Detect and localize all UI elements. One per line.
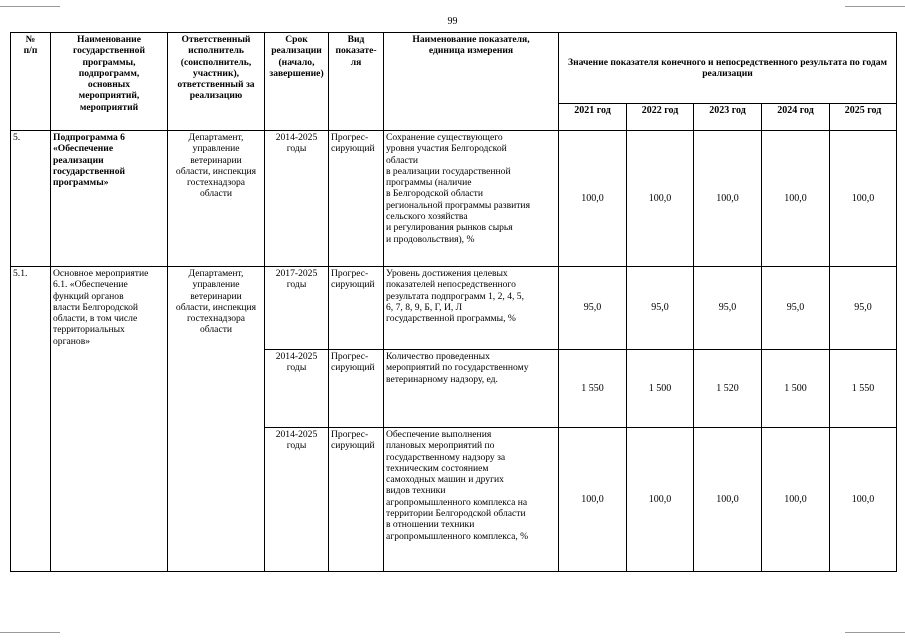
- row-period: 2014-2025 годы: [265, 131, 329, 267]
- value-2022: 100,0: [627, 131, 694, 267]
- scan-edge-line: [0, 6, 60, 7]
- scan-edge-line: [0, 632, 60, 633]
- row-num: 5.1.: [11, 267, 51, 572]
- value-2021: 95,0: [559, 267, 627, 350]
- value-2023: 1 520: [694, 350, 762, 428]
- value-2023: 95,0: [694, 267, 762, 350]
- table-row-subprogram: [11, 131, 897, 267]
- row-indicator-type: Прогрес- сирующий: [329, 131, 384, 267]
- row-num: 5.: [11, 131, 51, 267]
- header-year-2022: 2022 год: [627, 104, 694, 131]
- header-indicator-name: Наименование показателя, единица измерения: [384, 33, 559, 131]
- value-2021: 1 550: [559, 350, 627, 428]
- header-year-2023: 2023 год: [694, 104, 762, 131]
- row-indicator-type: Прогрес- сирующий: [329, 267, 384, 350]
- value-2024: 100,0: [762, 428, 830, 572]
- table-header-row: [11, 33, 897, 104]
- row-responsible: Департамент, управление ветеринарии области, инспекция гостехнадзора области: [168, 131, 265, 267]
- value-2022: 1 500: [627, 350, 694, 428]
- value-2022: 95,0: [627, 267, 694, 350]
- value-2025: 1 550: [830, 350, 897, 428]
- row-indicator-type: Прогрес- сирующий: [329, 428, 384, 572]
- header-values-group: Значение показателя конечного и непосредственного результата по годам реализации: [559, 33, 897, 104]
- indicators-table: [10, 32, 897, 572]
- header-year-2024: 2024 год: [762, 104, 830, 131]
- value-2023: 100,0: [694, 131, 762, 267]
- header-period: Срок реализации (начало, завершение): [265, 33, 329, 131]
- header-year-2021: 2021 год: [559, 104, 627, 131]
- row-period: 2017-2025 годы: [265, 267, 329, 350]
- value-2025: 95,0: [830, 267, 897, 350]
- row-responsible: Департамент, управление ветеринарии области, инспекция гостехнадзора области: [168, 267, 265, 572]
- header-program-name: Наименование государственной программы, подпрограмм, основных мероприятий, мероприятий: [51, 33, 168, 131]
- row-indicator-name: Сохранение существующего уровня участия Белгородской области в реализации государственной программы (наличие в Белгородской области региональной программы развития сельского хозяйства и регулирования рынков сырья и продовольствия), %: [384, 131, 559, 267]
- value-2025: 100,0: [830, 428, 897, 572]
- value-2022: 100,0: [627, 428, 694, 572]
- value-2025: 100,0: [830, 131, 897, 267]
- row-indicator-name: Обеспечение выполнения плановых мероприятий по государственному надзору за техническим состоянием самоходных машин и других видов техники агропромышленного комплекса на территории Белгородской области в отношении техники агропромышленного комплекса, %: [384, 428, 559, 572]
- value-2021: 100,0: [559, 131, 627, 267]
- row-indicator-name: Количество проведенных мероприятий по государственному ветеринарному надзору, ед.: [384, 350, 559, 428]
- value-2024: 95,0: [762, 267, 830, 350]
- row-indicator-name: Уровень достижения целевых показателей непосредственного результата подпрограмм 1, 2, 4, 5, 6, 7, 8, 9, Б, Г, И, Л государственной программы, %: [384, 267, 559, 350]
- header-num: № п/п: [11, 33, 51, 131]
- row-period: 2014-2025 годы: [265, 350, 329, 428]
- value-2021: 100,0: [559, 428, 627, 572]
- row-program-name: Подпрограмма 6 «Обеспечение реализации государственной программы»: [51, 131, 168, 267]
- value-2024: 100,0: [762, 131, 830, 267]
- value-2024: 1 500: [762, 350, 830, 428]
- page-number: 99: [447, 16, 458, 27]
- header-responsible: Ответственный исполнитель (соисполнитель, участник), ответственный за реализацию: [168, 33, 265, 131]
- header-year-2025: 2025 год: [830, 104, 897, 131]
- value-2023: 100,0: [694, 428, 762, 572]
- row-indicator-type: Прогрес- сирующий: [329, 350, 384, 428]
- table-row-measure-indicator-1: [11, 267, 897, 350]
- scan-edge-line: [845, 632, 905, 633]
- header-indicator-type: Вид показате- ля: [329, 33, 384, 131]
- row-period: 2014-2025 годы: [265, 428, 329, 572]
- row-program-name: Основное мероприятие 6.1. «Обеспечение функций органов власти Белгородской области, в том числе территориальных органов»: [51, 267, 168, 572]
- scan-edge-line: [845, 6, 905, 7]
